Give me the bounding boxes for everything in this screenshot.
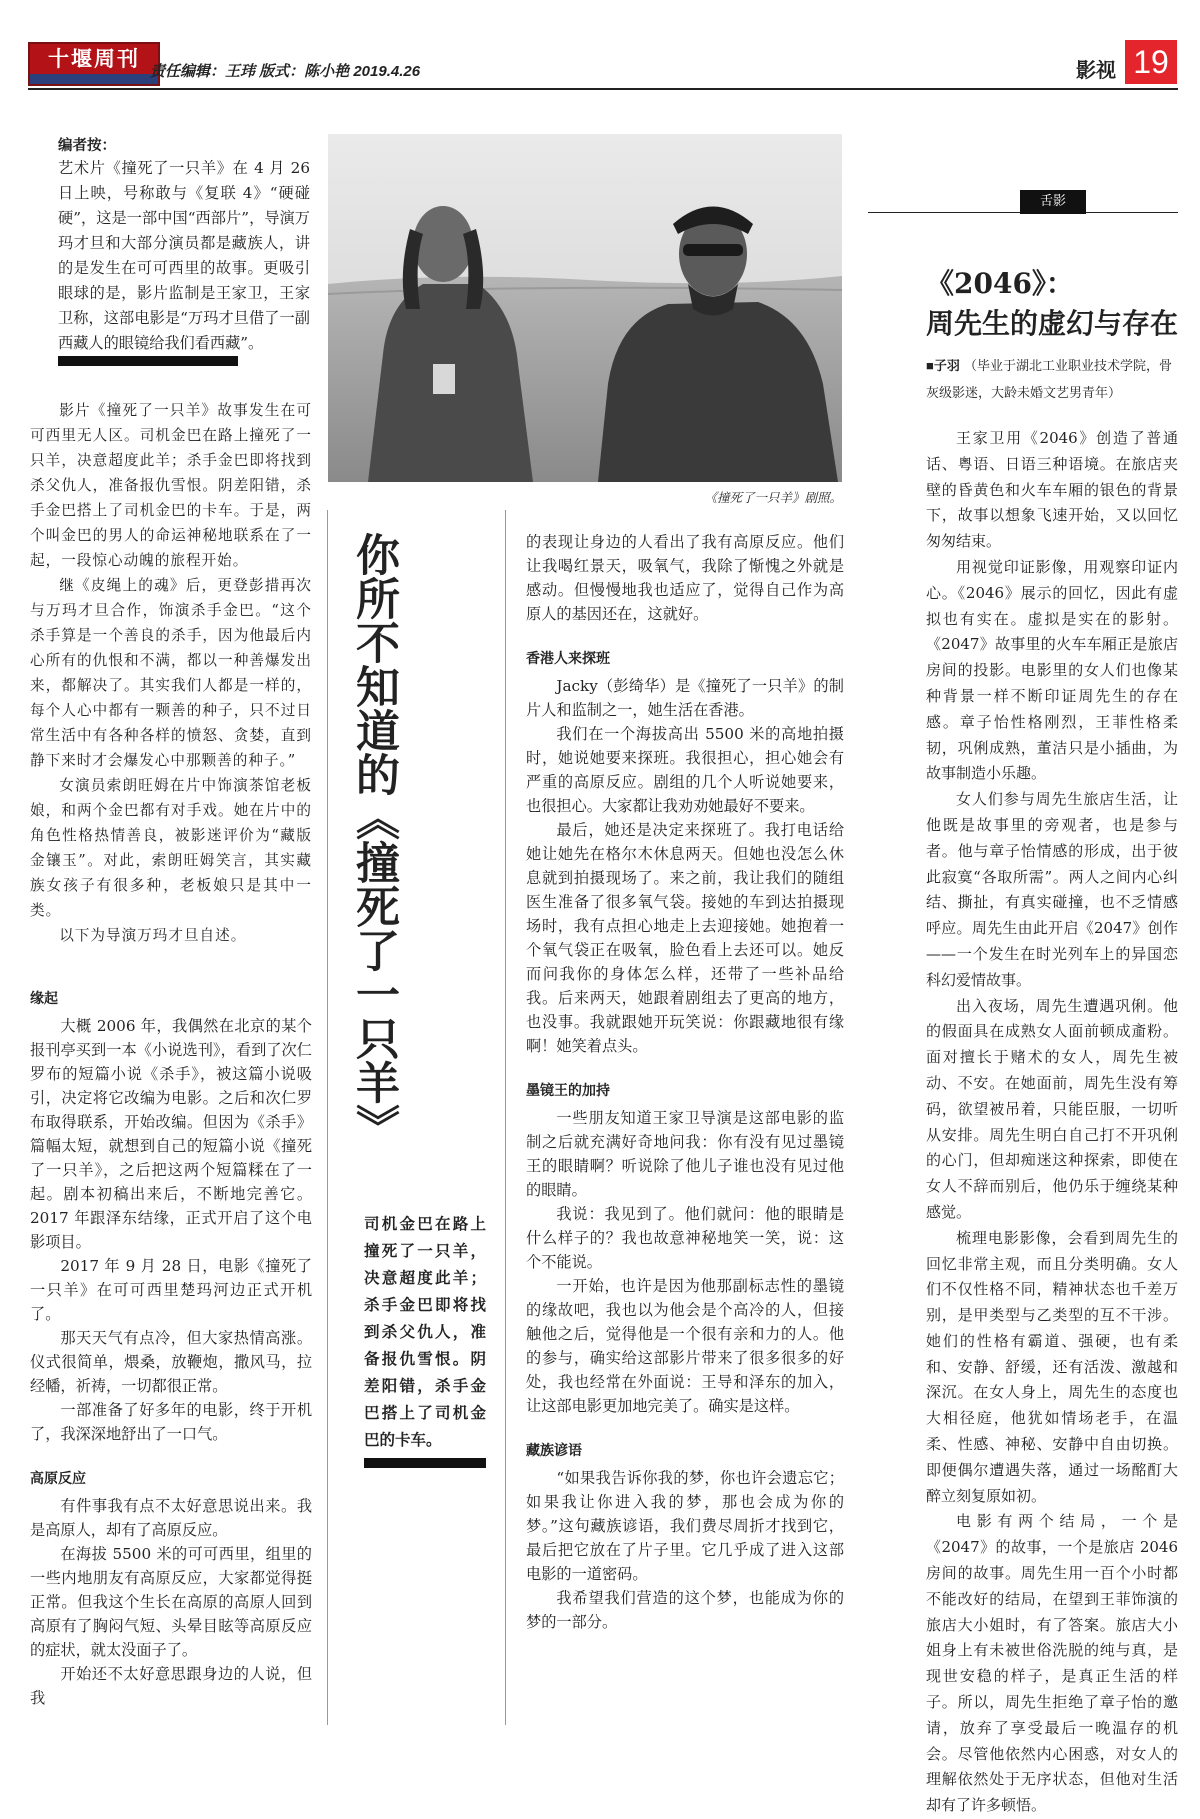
column-tag: 舌影 [1020,190,1086,214]
intro-paragraph: 影片《撞死了一只羊》故事发生在可可西里无人区。司机金巴在路上撞死了一只羊，决意超度此羊；杀手金巴即将找到杀父仇人，准备报仇雪恨。阴差阳错，杀手金巴搭上了司机金巴的卡车。于是，两个叫金巴的男人的命运神秘地联系在了一起，一段惊心动魄的旅程开始。 [30,402,312,569]
editor-info: 责任编辑：王玮 版式：陈小艳 2019.4.26 [150,63,421,80]
body-paragraph: 最后，她还是决定来探班了。我打电话给她让她先在格尔木休息两天。但她也没怎么休息就到拍摄现场了。来之前，我让我们的随组医生准备了很多氧气袋。接她的车到达拍摄现场时，我有点担心地走上去迎接她。她抱着一个氧气袋正在吸氧，脸色看上去还可以。她反而问我你的身体怎么样，还带了一些补品给我。后来两天，她跟着剧组去了更高的地方，也没事。我就跟她开玩笑说：你跟藏地很有缘啊！她笑着点头。 [526,821,844,1055]
body-paragraph: 一些朋友知道王家卫导演是这部电影的监制之后就充满好奇地问我：你有没有见过墨镜王的眼睛啊？听说除了他儿子谁也没有见过他的眼睛。 [526,1109,844,1199]
section-heading-proverb: 藏族谚语 [526,1442,582,1458]
body-paragraph: 在海拔 5500 米的可可西里，组里的一些内地朋友有高原反应，大家都觉得挺正常。但我这个生长在高原的高原人回到高原有了胸闷气短、头晕目眩等高原反应的症状，就太没面子了。 [30,1545,312,1659]
body-paragraph: 用视觉印证影像，用观察印证内心。《2046》展示的回忆，因此有虚拟也有实在。虚拟是实在的影射。《2047》故事里的火车车厢正是旅店房间的投影。电影里的女人们也像某种背景一样不断印证周先生的存在感。章子怡性格刚烈，王菲性格柔韧，巩俐成熟，董洁只是小插曲，为故事制造小乐趣。 [926,557,1178,783]
section-heading-origin: 缘起 [30,990,58,1006]
body-paragraph: 出入夜场，周先生遭遇巩俐。他的假面具在成熟女人面前顿成齑粉。面对擅长于赌术的女人，周先生被动、不安。在她面前，周先生没有筹码，欲望被吊着，只能臣服，一切听从安排。周先生明白自己打不开巩俐的心门，但却痴迷这种探索，即使在女人不辞而别后，他仍乐于缠绕某种感觉。 [926,996,1178,1221]
logo-text: 十堰周刊 [30,44,158,74]
body-paragraph: 2017 年 9 月 28 日，电影《撞死了一只羊》在可可西里楚玛河边正式开机了。 [30,1257,312,1323]
article-headline: 你所不知道的《撞死了一只羊》 [348,532,399,1148]
body-paragraph: 有件事我有点不太好意思说出来。我是高原人，却有了高原反应。 [30,1497,312,1539]
column-3-body [526,530,844,1634]
editor-note-text: 艺术片《撞死了一只羊》在 4 月 26 日上映，号称敢与《复联 4》“硬碰硬”，这是一部中国“西部片”，导演万玛才旦和大部分演员都是藏族人，讲的是发生在可可西里的故事。更吸引眼球的是，影片监制是王家卫，王家卫称，这部电影是“万玛才旦借了一副西藏人的眼镜给我们看西藏”。 [58,159,310,352]
body-paragraph: 我说：我见到了。他们就问：他的眼睛是什么样子的？我也故意神秘地笑一笑，说：这个不能说。 [526,1205,844,1271]
body-paragraph: 大概 2006 年，我偶然在北京的某个报刊亭买到一本《小说选刊》，看到了次仁罗布的短篇小说《杀手》，被这篇小说吸引，决定将它改编为电影。之后和次仁罗布取得联系，开始改编。但因为《杀手》篇幅太短，就想到自己的短篇小说《撞死了一只羊》，之后把这两个短篇糅在了一起。剧本初稿出来后，不断地完善它。2017 年跟泽东结缘，正式开启了这个电影项目。 [30,1017,312,1251]
intro-block [30,398,312,948]
column-1-body [30,988,312,1710]
right-article-title: 《2046》： [926,267,1074,300]
section-heading-sunglasses: 墨镜王的加持 [526,1082,610,1098]
body-paragraph: 那天天气有点冷，但大家热情高涨。仪式很简单，煨桑，放鞭炮，撒风马，拉经幡，祈祷，一切都很正常。 [30,1329,312,1395]
byline [926,352,1178,407]
column-divider [327,510,328,1725]
body-paragraph: 一开始，也许是因为他那副标志性的墨镜的缘故吧，我也以为他会是个高冷的人，但接触他之后，觉得他是一个很有亲和力的人。他的参与，确实给这部影片带来了很多很多的好处，我也经常在外面说：王导和泽东的加入，让这部电影更加地完美了。确实是这样。 [526,1277,844,1415]
intro-paragraph: 女演员索朗旺姆在片中饰演茶馆老板娘，和两个金巴都有对手戏。她在片中的角色性格热情善良，被影迷评价为“藏版金镶玉”。对此，索朗旺姆笑言，其实藏族女孩子有很多种，老板娘只是其中一类。 [30,777,312,919]
intro-paragraph: 以下为导演万玛才旦自述。 [59,927,247,944]
byline-bio: （毕业于湖北工业职业技术学院，骨灰级影迷，大龄未婚文艺男青年） [926,359,1173,401]
body-paragraph: 女人们参与周先生旅店生活，让他既是故事里的旁观者，也是参与者。他与章子怡情感的形成，出于彼此寂寞“各取所需”。两人之间内心纠结、撕扯，有真实碰撞，也不乏情感呼应。周先生由此开启《2047》创作——一个发生在时光列车上的异国恋科幻爱情故事。 [926,790,1178,989]
newspaper-logo [28,42,160,86]
pull-quote-bar [364,1458,486,1468]
section-heading-altitude: 高原反应 [30,1470,86,1486]
body-paragraph: “如果我告诉你我的梦，你也许会遗忘它；如果我让你进入我的梦，那也会成为你的梦。”这句藏族谚语，我们费尽周折才找到它，最后把它放在了片子里。它几乎成了进入这部电影的一道密码。 [526,1469,844,1583]
body-paragraph: 一部准备了好多年的电影，终于开机了，我深深地舒出了一口气。 [30,1401,312,1443]
body-paragraph: 王家卫用《2046》创造了普通话、粤语、日语三种语境。在旅店夹壁的昏黄色和火车车厢的银色的背景下，故事以想象飞速开始，又以回忆匆匆结束。 [926,429,1178,551]
section-heading-hongkong: 香港人来探班 [526,650,610,666]
film-still-photo [328,134,842,482]
body-paragraph: 我希望我们营造的这个梦，也能成为你的梦的一部分。 [526,1589,844,1631]
page-number: 19 [1125,40,1177,84]
right-article-body [926,426,1178,1819]
header-rule [28,88,1178,90]
editor-note-bar [58,356,238,366]
body-paragraph: 梳理电影影像，会看到周先生的回忆非常主观，而且分类明确。女人们不仅性格不同，精神状态也千差万别，是甲类型与乙类型的互不干涉。她们的性格有霸道、强硬，也有柔和、安静、舒缓，还有活泼、激越和深沉。在女人身上，周先生的态度也大相径庭，他犹如情场老手，在温柔、性感、神秘、安静中自由切换。即便偶尔遭遇失落，通过一场酩酊大醉立刻复原如初。 [926,1228,1178,1505]
byline-author: ■子羽 [926,358,960,373]
pull-quote: 司机金巴在路上撞死了一只羊，决意超度此羊；杀手金巴即将找到杀父仇人，准备报仇雪恨。阴差阳错，杀手金巴搭上了司机金巴的卡车。 [364,1214,486,1449]
body-paragraph: 我们在一个海拔高出 5500 米的高地拍摄时，她说她要来探班。我很担心，担心她会有严重的高原反应。剧组的几个人听说她要来，也很担心。大家都让我劝劝她最好不要来。 [526,725,844,815]
body-paragraph: 的表现让身边的人看出了我有高原反应。他们让我喝红景天，吸氧气，我除了惭愧之外就是感动。但慢慢地我也适应了，觉得自己作为高原人的基因还在，这就好。 [526,533,844,623]
column-divider [505,510,506,1725]
section-name: 影视 [1076,60,1116,82]
editor-note [58,156,310,356]
right-article-title: 周先生的虚幻与存在 [926,307,1179,340]
body-paragraph: 开始还不太好意思跟身边的人说，但我 [30,1665,312,1707]
editor-note-label: 编者按： [58,138,116,154]
body-paragraph: Jacky（彭绮华）是《撞死了一只羊》的制片人和监制之一，她生活在香港。 [526,677,844,719]
intro-paragraph: 继《皮绳上的魂》后，更登彭措再次与万玛才旦合作，饰演杀手金巴。“这个杀手算是一个善良的杀手，因为他最后内心所有的仇恨和不满，都以一种善爆发出来，都解决了。其实我们人都是一样的，每个人心中都有一颗善的种子，只不过日常生活中有各种各样的愤怒、贪婪，直到静下来时才会爆发心中那颗善的种子。” [30,577,312,769]
logo-strip [30,74,158,84]
body-paragraph: 电影有两个结局，一个是《2047》的故事，一个是旅店 2046 房间的故事。周先生用一百个小时都不能改好的结局，在望到王菲饰演的旅店大小姐时，有了答案。旅店大小姐身上有未被世俗洗脱的纯与真，是现世安稳的样子，是真正生活的样子。所以，周先生拒绝了章子怡的邀请，放弃了享受最后一晚温存的机会。尽管他依然内心困惑，对女人的理解依然处于无序状态，但他对生活却有了许多顿悟。 [926,1512,1178,1815]
photo-caption: 《撞死了一只羊》剧照。 [704,491,842,505]
